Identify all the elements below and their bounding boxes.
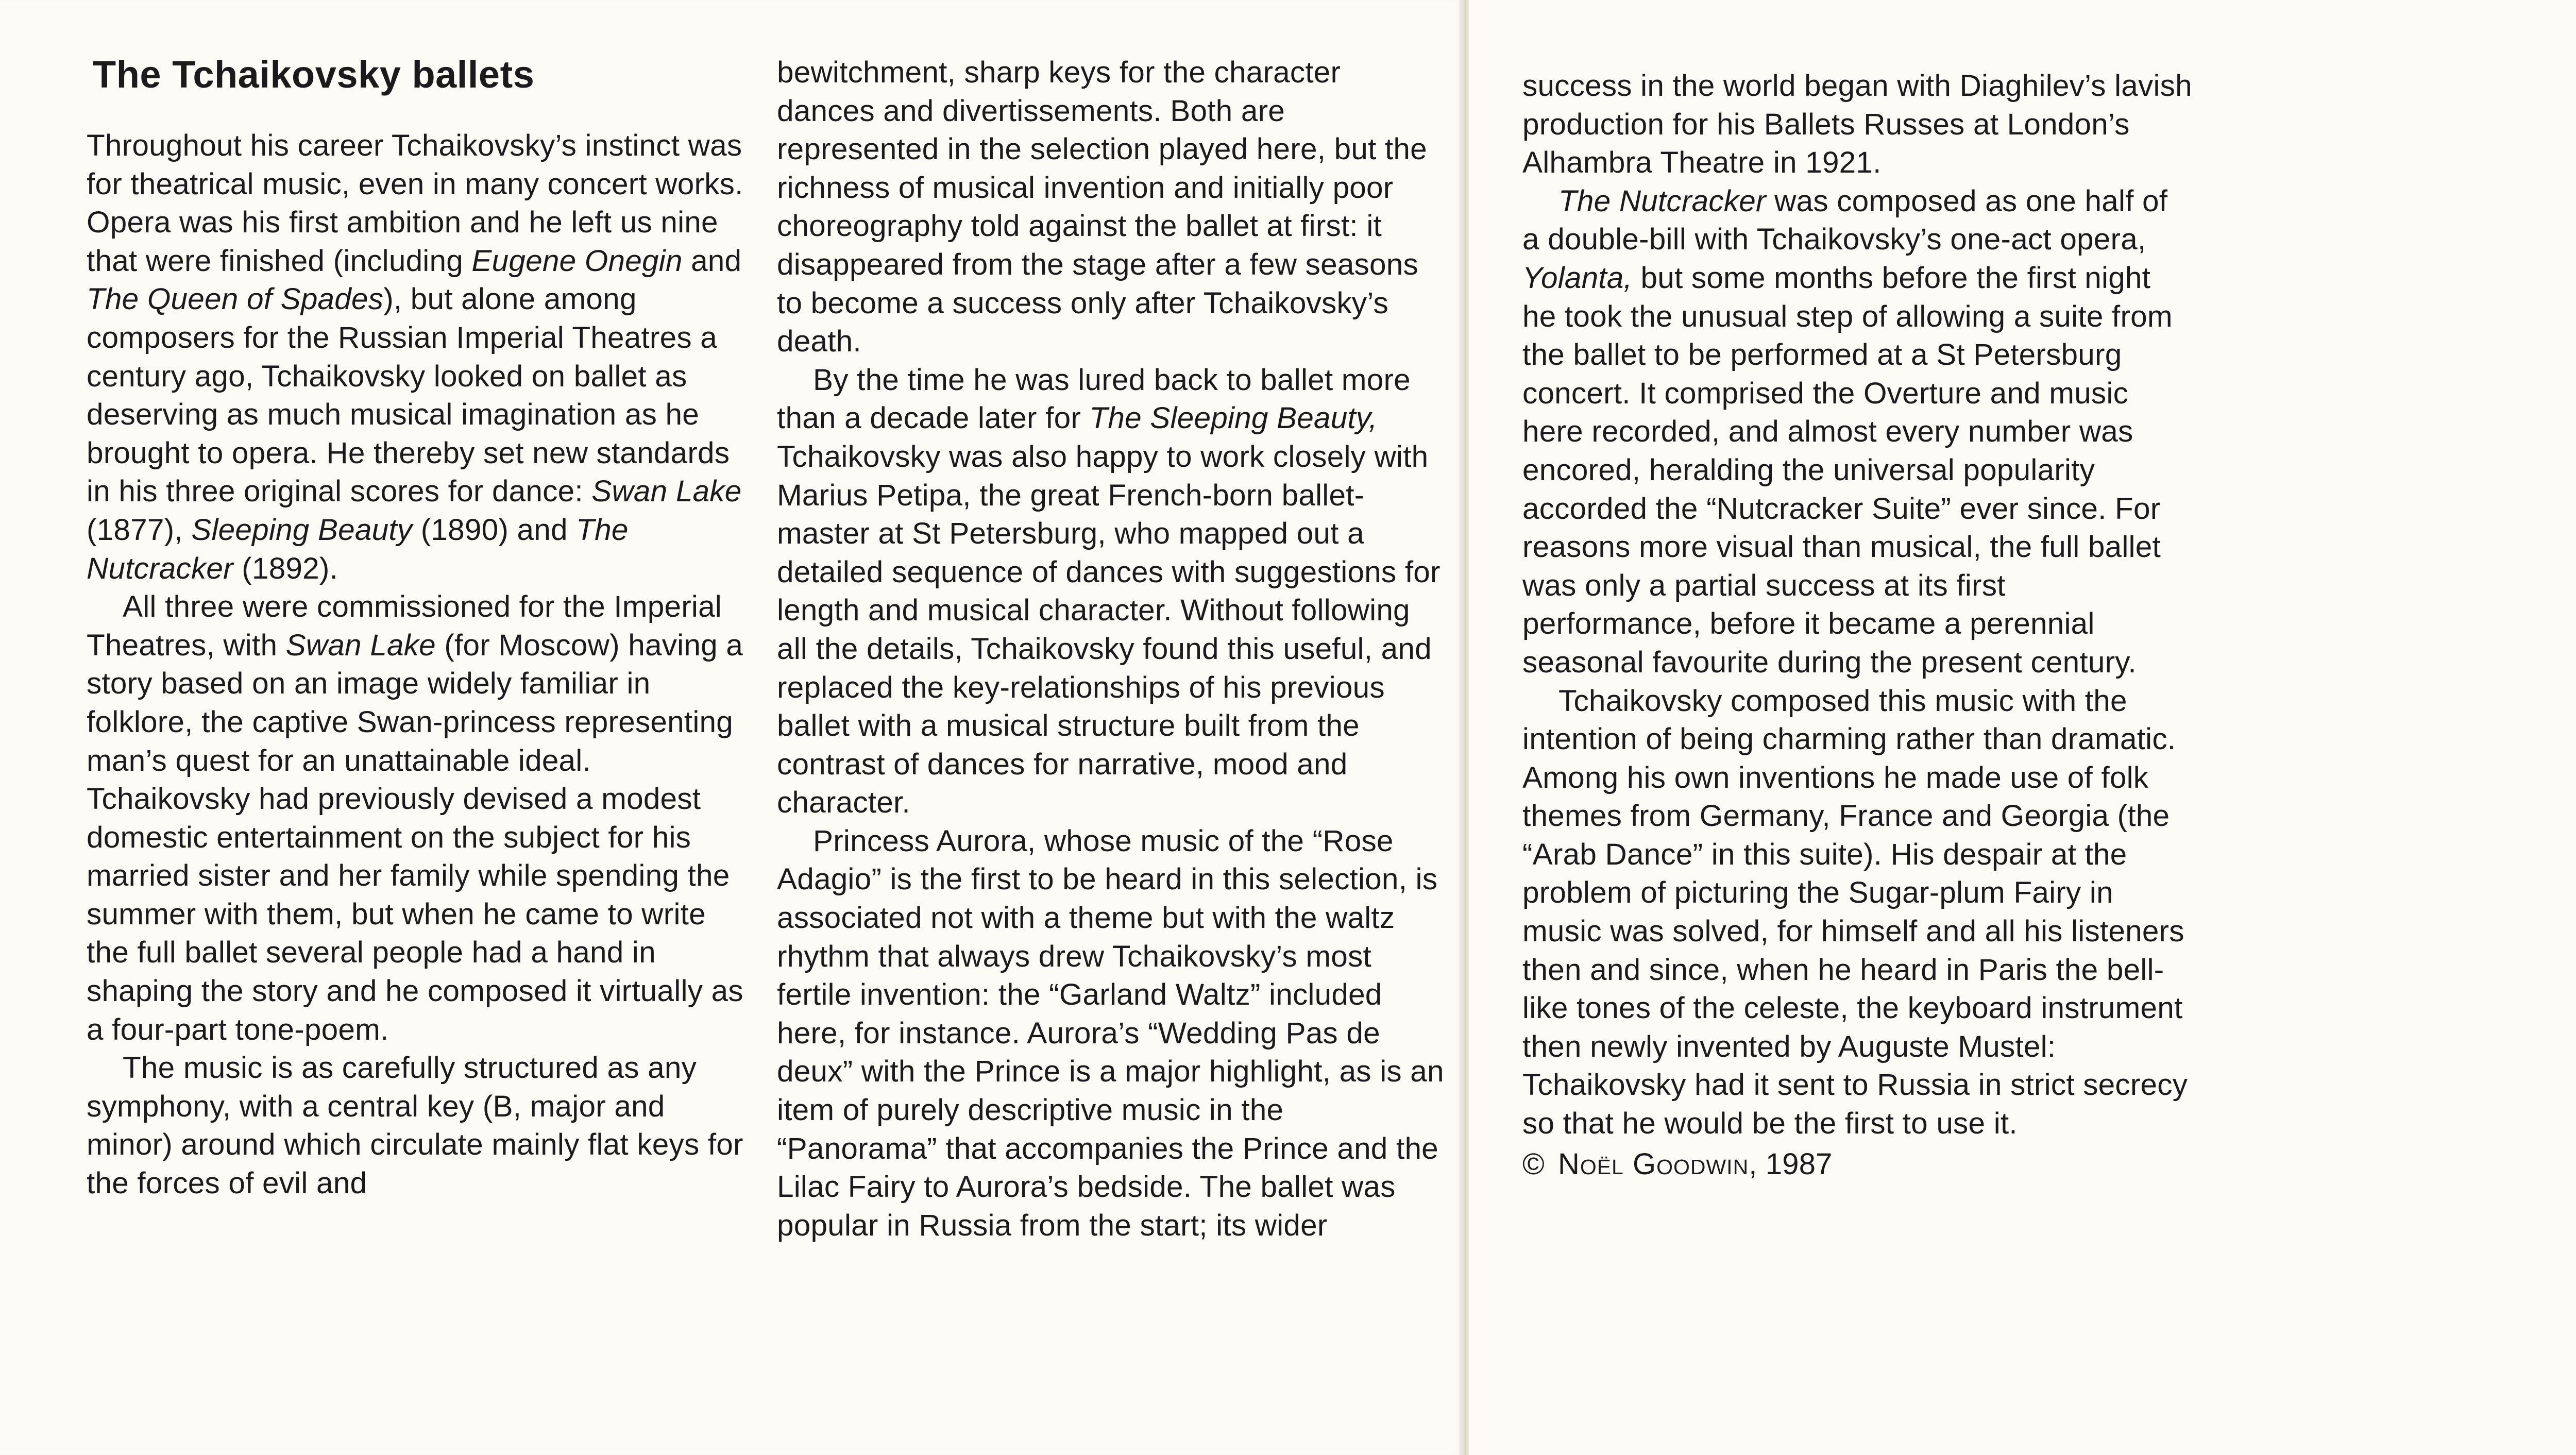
title-the-nutcracker: The Nutcracker [87,513,629,585]
copyright-line [1522,1145,2192,1184]
title-the-nutcracker: The Nutcracker [1558,184,1766,218]
title-eugene-onegin: Eugene Onegin [471,244,683,278]
paragraph-princess-aurora: Princess Aurora, whose music of the “Rose Adagio” is the first to be heard in this selection, is associated not with a theme but with the waltz rhythm that always drew Tchaikovsky’s most fertile invention: the “Garland Waltz” included here, for instance. Aurora’s “Wedding Pas de deux” with the Prince is a major highlight, as is an item of purely descriptive music in the “Panorama” that accompanies the Prince and the Lilac Fairy to Aurora’s bedside. The ballet was popular in Russia from the start; its wider [777,824,1444,1242]
title-the-sleeping-beauty: The Sleeping Beauty, [1089,401,1378,435]
copyright-symbol: © [1522,1147,1545,1181]
title-swan-lake: Swan Lake [285,628,436,662]
paragraph-continuation: bewitchment, sharp keys for the character dances and divertissements. Both are represented in the selection played here, but the richness of musical invention and initially poor choreography told against the ballet at first: it disappeared from the stage after a few seasons to become a success only after Tchaikovsky’s death. [777,56,1427,359]
text-column-3 [1522,67,2192,1183]
paragraph-nutcracker: The Nutcracker was composed as one half of a double-bill with Tchaikovsky’s one-act opera, Yolanta, but some months before the first night he took the unusual step of allowing a suite from the ballet to be performed at a St Petersburg concert. It comprised the Overture and music here recorded, and almost every number was encored, heralding the universal popularity accorded the “Nutcracker Suite” ever since. For reasons more visual than musical, the full ballet was only a partial success at its first performance, before it became a perennial seasonal favourite during the present century. [1522,184,2173,679]
paragraph-composition: Tchaikovsky composed this music with the intention of being charming rather than dramatic. Among his own inventions he made use of folk themes from Germany, France and Georgia (the “Arab Dance” in this suite). His despair at the problem of picturing the Sugar-plum Fairy in music was solved, for himself and all his listeners then and since, when he heard in Paris the bell-like tones of the celeste, the keyboard instrument then newly invented by Auguste Mustel: Tchaikovsky had it sent to Russia in strict secrecy so that he would be the first to use it. [1522,684,2188,1141]
copyright-year: , 1987 [1749,1147,1833,1181]
text-column-2 [777,54,1447,1245]
title-yolanta: Yolanta, [1522,261,1633,295]
title-queen-of-spades: The Queen of Spades [87,282,384,316]
author-name: Noël Goodwin [1557,1147,1749,1181]
paragraph-intro: Throughout his career Tchaikovsky’s instinct was for theatrical music, even in many concert works. Opera was his first ambition and he left us nine that were finished (including Eugene Onegin and The Queen of Spades), but alone among composers for the Russian Imperial Theatres a century ago, Tchaikovsky looked on ballet as deserving as much musical imagination as he brought to opera. He thereby set new standards in his three original scores for dance: Swan Lake (1877), Sleeping Beauty (1890) and The Nutcracker (1892). [87,129,743,585]
paragraph-swan-lake: All three were commissioned for the Imperial Theatres, with Swan Lake (for Moscow) having a story based on an image widely familiar in folklore, the captive Swan-princess representing man’s quest for an unattainable ideal. Tchaikovsky had previously devised a modest domestic entertainment on the subject for his married sister and her family while spending the summer with them, but when he came to write the full ballet several people had a hand in shaping the story and he composed it virtually as a four-part tone-poem. [87,590,743,1046]
text-column-1 [87,54,754,1203]
paragraph-structure: The music is as carefully structured as any symphony, with a central key (B, major and minor) around which circulate mainly flat keys for the forces of evil and [87,1051,743,1200]
paragraph-sleeping-beauty: By the time he was lured back to ballet more than a decade later for The Sleeping Beauty, Tchaikovsky was also happy to work closely with Marius Petipa, the great French-born ballet-master at St Petersburg, who mapped out a detailed sequence of dances with suggestions for length and musical character. Without following all the details, Tchaikovsky found this useful, and replaced the key-relationships of his previous ballet with a musical structure built from the contrast of dances for narrative, mood and character. [777,363,1440,820]
paragraph-continuation: success in the world began with Diaghilev’s lavish production for his Ballets Russes at London’s Alhambra Theatre in 1921. [1522,69,2192,180]
article-title: The Tchaikovsky ballets [93,53,535,96]
page-fold-shadow [1459,0,1466,1455]
title-sleeping-beauty: Sleeping Beauty [191,513,413,547]
title-swan-lake: Swan Lake [591,475,742,509]
